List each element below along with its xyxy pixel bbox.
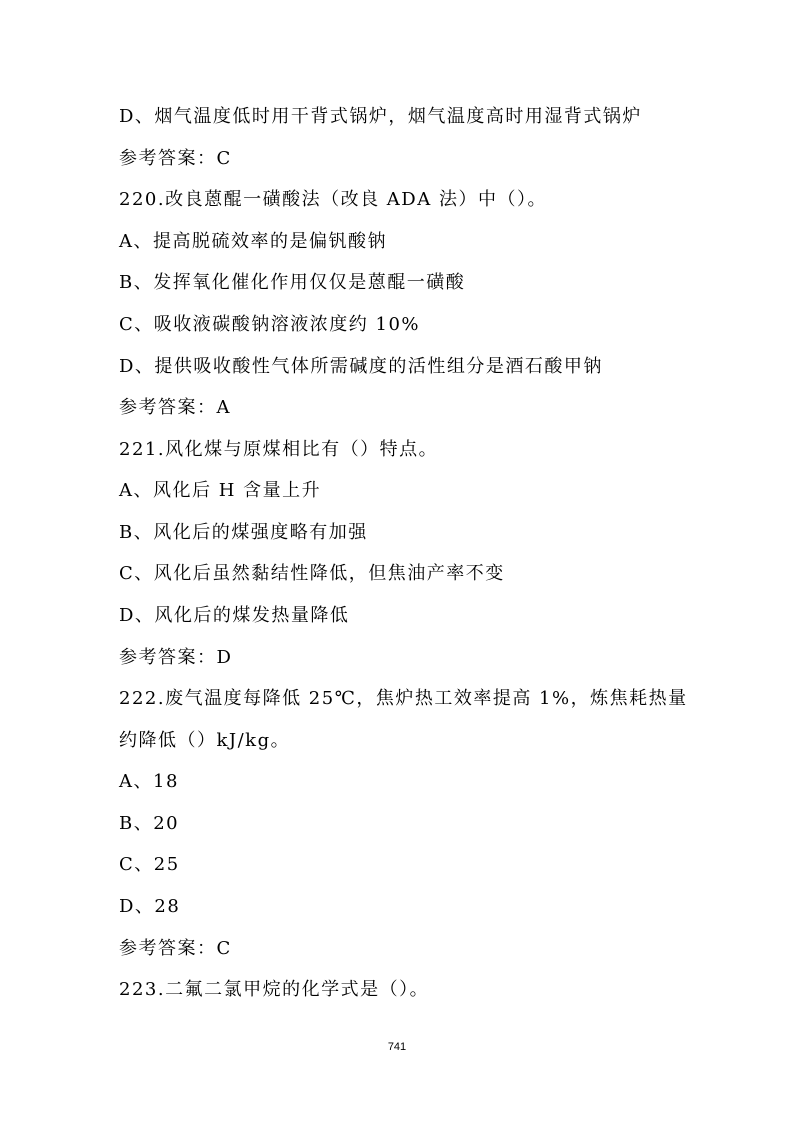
option-c-q221: C、风化后虽然黏结性降低，但焦油产率不变 <box>119 563 505 584</box>
option-b-q221: B、风化后的煤强度略有加强 <box>119 522 368 543</box>
answer-q222: 参考答案：C <box>119 938 232 959</box>
page-number: 741 <box>387 1041 407 1053</box>
option-d-q220: D、提供吸收酸性气体所需碱度的活性组分是酒石酸甲钠 <box>119 356 603 377</box>
question-222-line2: 约降低（）kJ/kg。 <box>119 730 291 751</box>
question-221: 221.风化煤与原煤相比有（）特点。 <box>119 439 439 460</box>
option-a-q220: A、提高脱硫效率的是偏钒酸钠 <box>119 231 387 252</box>
option-b-q222: B、20 <box>119 813 180 834</box>
question-220: 220.改良蒽醌一磺酸法（改良 ADA 法）中（）。 <box>119 189 547 210</box>
question-222-line1: 222.废气温度每降低 25℃，焦炉热工效率提高 1%，炼焦耗热量 <box>119 688 688 709</box>
option-c-q220: C、吸收液碳酸钠溶液浓度约 10% <box>119 314 421 335</box>
option-c-q222: C、25 <box>119 854 180 875</box>
option-a-q222: A、18 <box>119 771 179 792</box>
answer-q221: 参考答案：D <box>119 647 233 668</box>
question-223: 223.二氟二氯甲烷的化学式是（）。 <box>119 979 430 1000</box>
answer-q219: 参考答案：C <box>119 148 232 169</box>
option-b-q220: B、发挥氧化催化作用仅仅是蒽醌一磺酸 <box>119 272 466 293</box>
option-d-q222: D、28 <box>119 896 181 917</box>
option-d-q221: D、风化后的煤发热量降低 <box>119 605 350 626</box>
option-d-q219: D、烟气温度低时用干背式锅炉，烟气温度高时用湿背式锅炉 <box>119 106 642 127</box>
option-a-q221: A、风化后 H 含量上升 <box>119 480 322 501</box>
answer-q220: 参考答案：A <box>119 397 231 418</box>
